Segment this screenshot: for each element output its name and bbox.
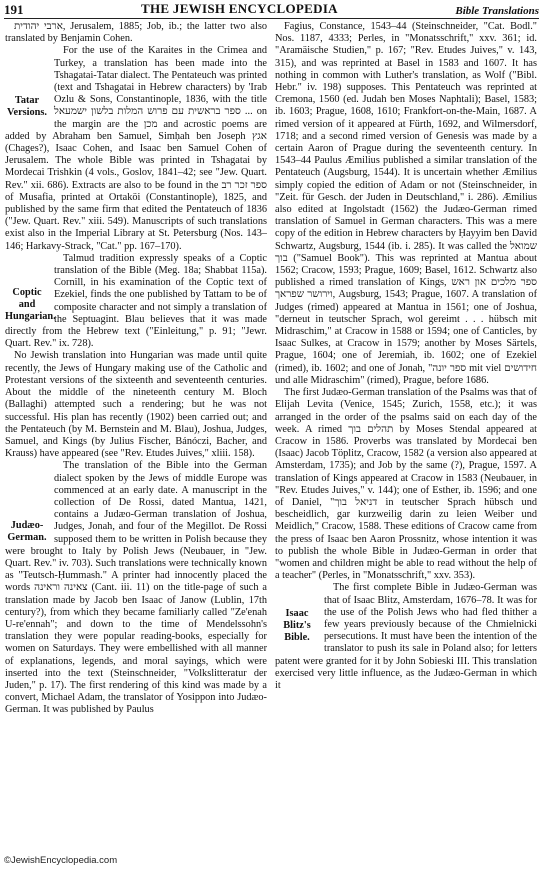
copyright-footer: ©JewishEncyclopedia.com	[4, 855, 118, 866]
running-title: THE JEWISH ENCYCLOPEDIA	[140, 1, 338, 16]
sidehead-coptic-hungarian: Coptic and Hungarian.	[5, 286, 56, 322]
sidehead-isaac-blitz-bible: Isaac Blitz's Bible.	[283, 608, 311, 644]
paragraph: For the use of the Karaites in the Crimea and Turkey, a translation has been made into the Tshagatai-Tatar dialect. The Pentateuch was printed (text and Tshagatai in Hebrew characters) by 'Irab Ozlu & Sons, Constantinople, 1836, with the title ספר בראשית עם פרוש המלות בלשון ישמעאל ... on the margin are the מכן and acrostic poems are added by Abraham ben Samuel, Simḥah ben Joseph אגץ (Chages?), Isaac Cohen, and Isaac ben Samuel Cohen of Jerusalem. The whole Bible was printed in Tshagatai by Mordecai Trishkin (4 vols., Goslov, 1841–42; see "Jew. Quart. Rev." xii. 686). Extracts are also to be found in the ספר זכר רב of Musafia, printed at Ortaköi (Constantinople), 1825, and published by the same firm that edited the Pentateuch of 1836 ("Jew. Quart. Rev." xiii. 549). Manuscripts of such translations exist also in the Imperial Library at St. Petersburg (Nos. 143–146; Harkavy-Strack, "Cat." pp. 167–170).	[5, 45, 267, 252]
paragraph: The translation of the Bible into the German dialect spoken by the Jews of middle Europe was commenced at an early date. A manuscript in the collection of De Rossi, dated Mantua, 1421, contains a Judæo-German translation of Joshua, Judges, Jonah, and four of the Megillot. De Rossi supposed them to be written in Polish because they were brought to Italy by Polish Jews (Neubauer, in "Jew. Quart. Rev." iv. 703). Such translations were technically known as "Teutsch-Ḥummash." A printer had innocently placed the words צאינה וראינה (Cant. iii. 11) on the title-page of such a translation made by Jacob ben Isaac of Janow (Lublin, 17th century?), from which they became familiarly called "Ze'enah U-re'ennah"; and down to the time of Mendelssohn's translation they were popular reading-books, especially for women on Saturdays. They were embellished with all manner of explanations, legends, and moral sayings, which were inserted into the text (Steinschneider, "Volkslitteratur der Juden," p. 17). The first rendering of this kind was made by a convert, Michael Adam, the translator of Yosippon into Judæo-German. It was published by Paulus	[5, 460, 267, 716]
page-header	[4, 0, 539, 17]
paragraph: The first Judæo-German translation of the Psalms was that of Elijah Levita (Venice, 1545; Zurich, 1558, etc.); it was arranged in the order of the psalms said on each day of the week. A rimed תהלים בוך by Moses Stendal appeared at Cracow in 1586. Proverbs was translated by Mordecai ben (Isaac) Jacob Töplitz, Cracow, 1582 (a version also appeared at Amsterdam, 1735); and Job by the same (?), Prague, 1597. A translation of Kings appeared at Cracow in 1583 (Neubauer, in "Rev. Etudes Juives," v. 144); one of Esther, ib. 1596; and one of Daniel, "דניאל בוך in teutscher Sprach hübsch und bescheidlich, gar kurzweilig darin zu leien Weiber und Meidlich," Cracow, 1588. These editions of Cracow came from the press of Isaac ben Aaron Prossnitz, whose intention it was to publish the whole Bible in Judæo-German in order that "women and children might be able to read without the help of a teacher" (Perles, in "Monatsschrift," xxv. 353).	[275, 387, 537, 582]
paragraph: No Jewish translation into Hungarian was made until quite recently, the Jews of Hungary making use of the Catholic and Protestant versions of the sixteenth and seventeenth centuries. About the middle of the nineteenth century M. Bloch (Ballaghi) attempted such a rendering; but he was not successful. His plan has recently (1902) been carried out; and the Pentateuch (by M. Bernstein and M. Blau), Joshua, Judges, Samuel, and Kings (by Julius Fischer, Bánóczi, Bacher, and Krauss) have appeared (see "Rev. Etudes Juives," xliii. 158).	[5, 350, 267, 460]
sidehead-tatar-versions: Tatar Versions.	[7, 95, 47, 119]
header-rule	[4, 18, 539, 19]
page-number: 191	[4, 2, 24, 17]
section-title: Bible Translations	[455, 5, 539, 17]
paragraph: The first complete Bible in Judæo-German was that of Isaac Blitz, Amsterdam, 1676–78. It was for the use of the Polish Jews who had fled thither a few years previously because of the Chmielnicki persecutions. It must have been the intention of the translator to push its sale in Poland also; for letters patent were granted for it by John Sobieski III. This translation exercised very little influence, as the Judæo-German in which it	[275, 582, 537, 691]
left-column	[5, 21, 267, 847]
paragraph: Fagius, Constance, 1543–44 (Steinschneider, "Cat. Bodl." Nos. 1187, 4333; Perles, in "Monatsschrift," xxv. 361; id. "Aramäische Studien," p. 167; "Rev. Etudes Juives," v. 143, 315), and was reprinted at Basel in 1583 and 1607. It has nothing in common with Luther's translation, as Wolf ("Bibl. Hebr." iv. 198) supposes. This Pentateuch was reprinted at Cremona, 1560 (ed. Judah ben Moses Naphtali); Basel, 1583; ib. 1603; Prague, 1608, 1610; Frankfort-on-the-Main, 1687. A rimed version of it appeared at Fürth, 1692, and Wilmersdorf, 1718; and a second rimed version of Genesis was made by a certain Aaron of Prague during the seventeenth century. In 1543–44 Paulus Æmilius published a similar translation of the Pentateuch (Augsburg, 1544). It is uncertain whether Æmilius simply copied the edition of Adam or not (Steinschneider, in "Zeit. für Gesch. der Juden in Deutschland," i. 286). Æmilius also edited at Ingolstadt (1562) the Judæo-German rimed translation of Samuel in German characters. This was a mere copy of the edition in Hebrew characters by Ḥayyim ben David Schwartz, Augsburg, 1544 (ib. i. 285). It was called the שמואל בוך ("Samuel Book"). This was reprinted at Mantua about 1562; Cracow, 1593; Prague, 1609; Basel, 1612. Schwartz also published a rimed translation of Kings, ספר מלכים און ראש וירושר שפראך, Augsburg, 1543; Prague, 1607. A translation of Judges (rimed) appeared at Mantua in 1561; one of Joshua, "derneut in teutscher Sprach, wol gereimt . . . hübsch mit Midraschim," at Cracow in 1588 or 1594; one of Canticles, by Isaac Sulkes, at Cracow in 1579; another by Moses Särtels, Prague, 1604; one of Jeremiah, ib. 1602; one of Ezekiel (rimed), ib. 1602; and one of Jonah, "ספר יונה mit viel חידושים und alle Midraschim" (rimed), Prague, before 1686.	[275, 21, 537, 386]
sidehead-judaeo-german: Judæo-German.	[7, 520, 47, 544]
right-column	[275, 21, 537, 847]
paragraph: ארבי יהודית, Jerusalem, 1885; Job, ib.; the latter two also translated by Benjamin Cohen.	[5, 21, 267, 45]
paragraph: Talmud tradition expressly speaks of a Coptic translation of the Bible (Meg. 18a; Shabbat 115a). Cornill, in his examination of the Coptic text of Ezekiel, finds the one published by Tattam to be of composite character and not simply a translation of the Septuagint. Blau believes that it was made directly from the Hebrew text ("Einleitung," p. 91; "Jewr. Quart. Rev." ix. 728).	[5, 252, 267, 350]
